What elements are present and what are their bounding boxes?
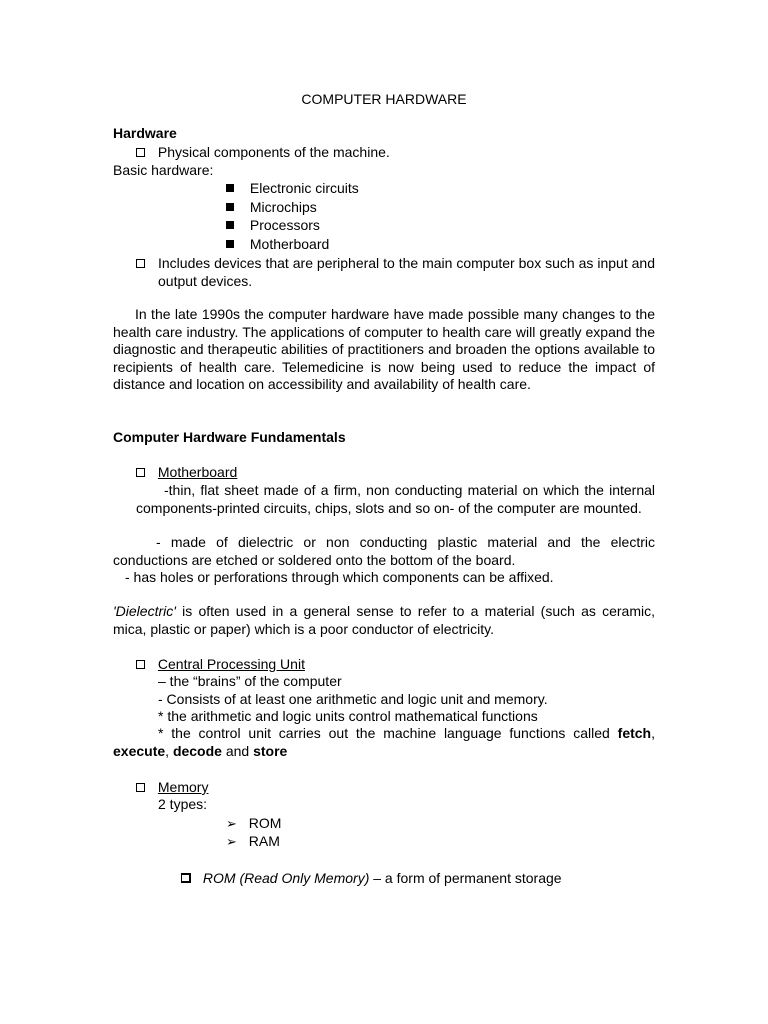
checkbox-bullet-icon [136, 468, 145, 477]
square-bullet-icon [226, 240, 234, 248]
section-heading-fundamentals: Computer Hardware Fundamentals [113, 429, 346, 445]
cpu-line-3: * the arithmetic and logic units control mathematical functions [158, 708, 538, 724]
arrow-bullet-icon: ➢ [226, 834, 237, 849]
section-heading-hardware: Hardware [113, 125, 177, 141]
cpu-line-2: - Consists of at least one arithmetic and logic unit and memory. [158, 691, 548, 707]
motherboard-desc-3: - has holes or perforations through which components can be affixed. [125, 569, 554, 585]
page-title: COMPUTER HARDWARE [301, 91, 467, 107]
square-bullet-icon [226, 184, 234, 192]
list-item: Physical components of the machine. [136, 144, 390, 162]
list-item: ➢ RAM [226, 833, 280, 849]
memory-types-label: 2 types: [158, 796, 208, 812]
list-item-memory: Memory [136, 779, 208, 797]
dielectric-paragraph: 'Dielectric' is often used in a general sense to refer to a material (such as ceramic, mica, plastic or paper) which is a poor conductor of electricity. [113, 603, 655, 637]
list-item-motherboard: Motherboard [136, 464, 237, 482]
list-item-cpu: Central Processing Unit [136, 656, 305, 674]
basic-hardware-label: Basic hardware: [113, 162, 214, 178]
list-item: ➢ ROM [226, 815, 282, 831]
checkbox-bullet-icon [136, 255, 145, 273]
list-item-peripheral: Includes devices that are peripheral to the main computer box such as input and output devices. [158, 255, 655, 289]
intro-paragraph: In the late 1990s the computer hardware have made possible many changes to the health care industry. The applications of computer to health care will greatly expand the diagnostic and therapeutic abilities of practitioners and broaden the options available to recipients of health care. Telemedicine is now being used to reduce the impact of distance and location on accessibility and availability of health care. [113, 306, 655, 392]
checkbox-bullet-icon [136, 148, 145, 157]
cpu-line-1: – the “brains” of the computer [158, 673, 342, 689]
cpu-line-4: * the control unit carries out the machine language functions called fetch, execute, decode and store [113, 725, 655, 759]
checkbox-bullet-icon [136, 783, 145, 792]
square-bullet-icon [226, 203, 234, 211]
motherboard-desc-1: -thin, flat sheet made of a firm, non conducting material on which the internal components-printed circuits, chips, slots and so on- of the computer are mounted. [136, 482, 655, 516]
list-item-rom: ROM (Read Only Memory) – a form of permanent storage [181, 870, 562, 888]
list-item: Motherboard [226, 236, 329, 254]
checkbox-bullet-icon [136, 660, 145, 669]
checkbox-bullet-icon [181, 873, 191, 883]
list-item: Microchips [226, 199, 317, 217]
motherboard-desc-2: - made of dielectric or non conducting plastic material and the electric conductions are etched or soldered onto the bottom of the board. [113, 534, 655, 568]
list-item: Electronic circuits [226, 180, 359, 198]
arrow-bullet-icon: ➢ [226, 816, 237, 831]
square-bullet-icon [226, 221, 234, 229]
list-item: Processors [226, 217, 320, 235]
